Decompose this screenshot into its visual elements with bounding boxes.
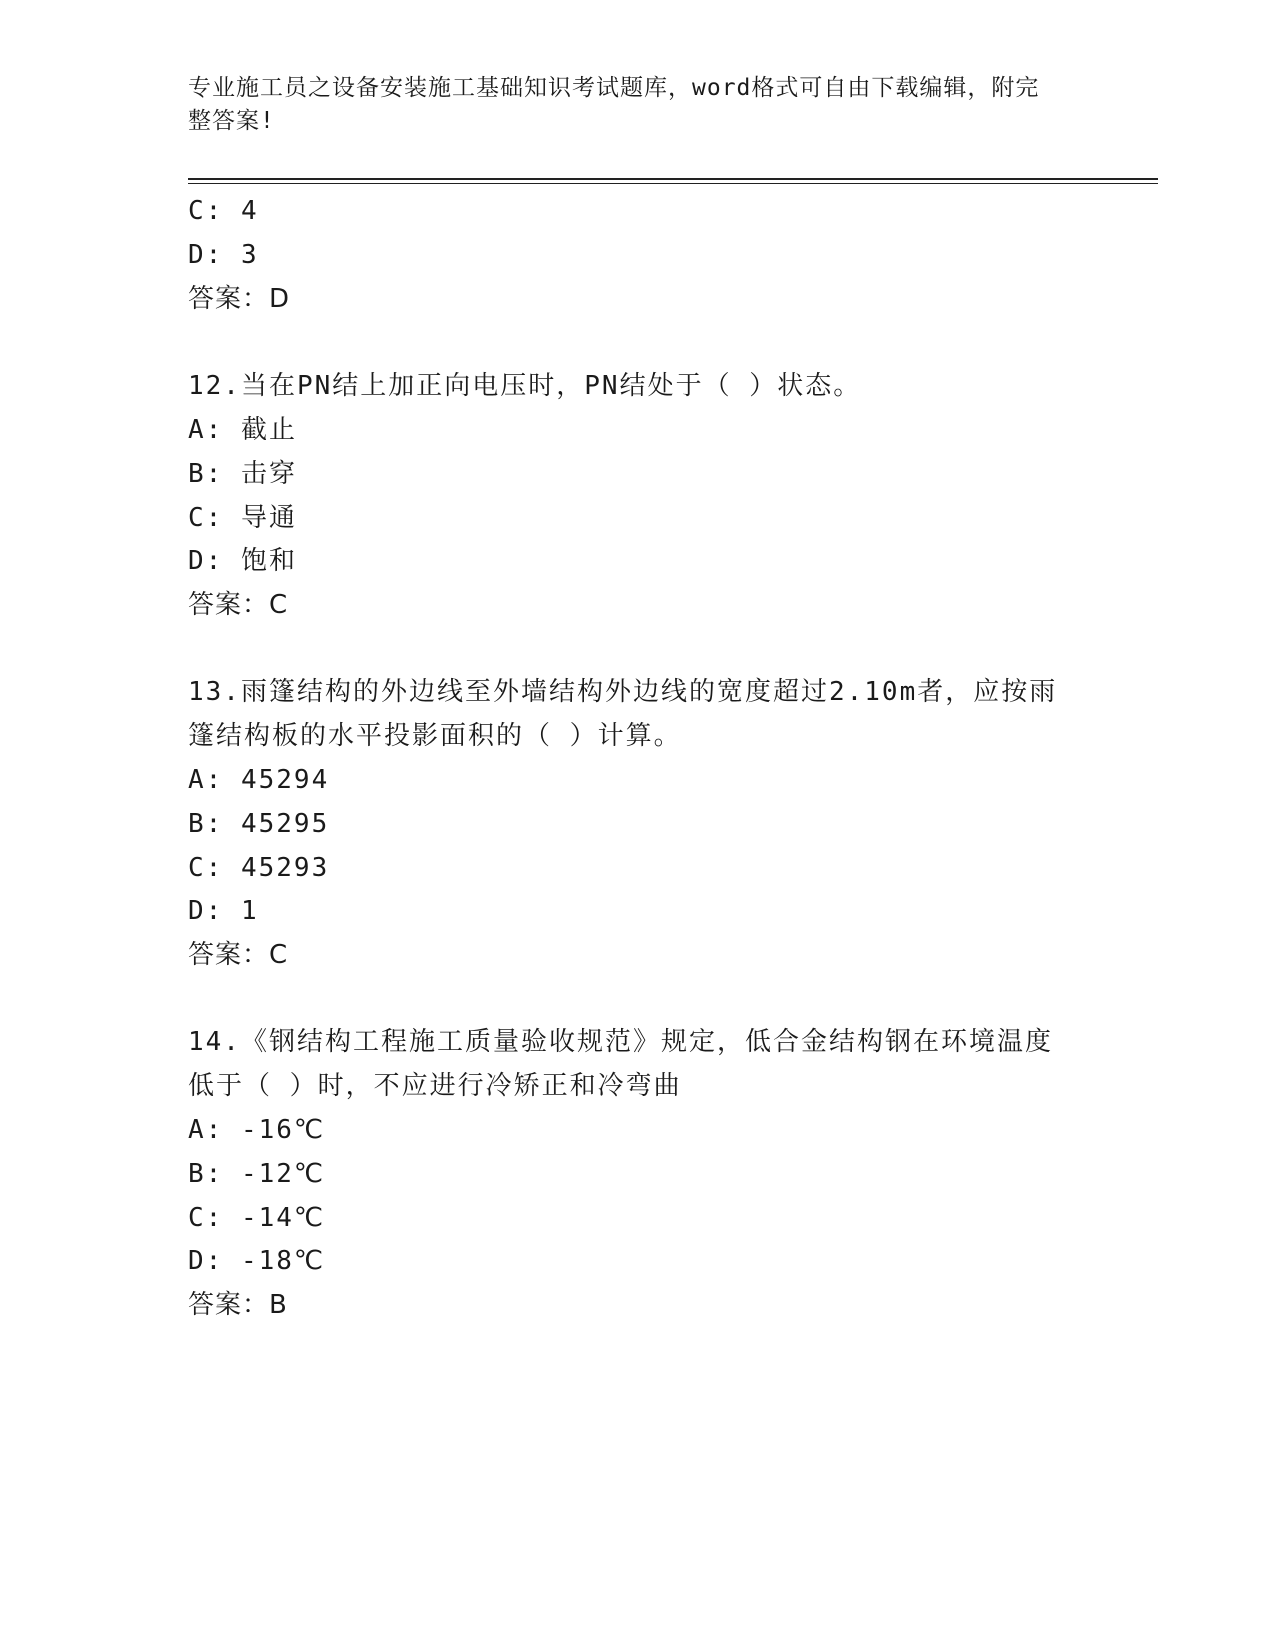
q13-stem-line-1: 13.雨篷结构的外边线至外墙结构外边线的宽度超过2.10m者，应按雨	[188, 677, 1058, 707]
q12-option-c: C: 导通	[188, 503, 297, 533]
q14-option-c: C: -14℃	[188, 1203, 326, 1233]
q12-option-b: B: 击穿	[188, 459, 297, 489]
q11-option-d: D: 3	[188, 240, 259, 270]
q13-option-d: D: 1	[188, 896, 259, 926]
q13-answer: 答案：C	[188, 940, 289, 970]
q13-option-b: B: 45295	[188, 809, 330, 839]
q11-answer: 答案：D	[188, 284, 291, 314]
q11-option-c: C: 4	[188, 196, 259, 226]
q13-option-c: C: 45293	[188, 853, 330, 883]
q14-stem-line-1: 14.《钢结构工程施工质量验收规范》规定，低合金结构钢在环境温度	[188, 1027, 1053, 1057]
q13-stem-line-2: 篷结构板的水平投影面积的（ ）计算。	[188, 721, 682, 751]
page-header	[188, 72, 1068, 138]
q14-option-a: A: -16℃	[188, 1115, 326, 1145]
q14-option-b: B: -12℃	[188, 1159, 326, 1189]
header-divider-thin	[188, 183, 1158, 184]
q12-option-d: D: 饱和	[188, 546, 297, 576]
q14-stem-line-2: 低于（ ）时，不应进行冷矫正和冷弯曲	[188, 1071, 682, 1101]
header-line-1: 专业施工员之设备安装施工基础知识考试题库，word格式可自由下载编辑，附完	[188, 75, 1040, 101]
q12-stem: 12.当在PN结上加正向电压时，PN结处于（ ）状态。	[188, 371, 862, 401]
q13-option-a: A: 45294	[188, 765, 330, 795]
q14-answer: 答案：B	[188, 1290, 288, 1320]
header-divider-thick	[188, 178, 1158, 180]
q12-option-a: A: 截止	[188, 415, 297, 445]
q12-answer: 答案：C	[188, 590, 289, 620]
header-line-2: 整答案!	[188, 108, 275, 134]
q14-option-d: D: -18℃	[188, 1246, 326, 1276]
